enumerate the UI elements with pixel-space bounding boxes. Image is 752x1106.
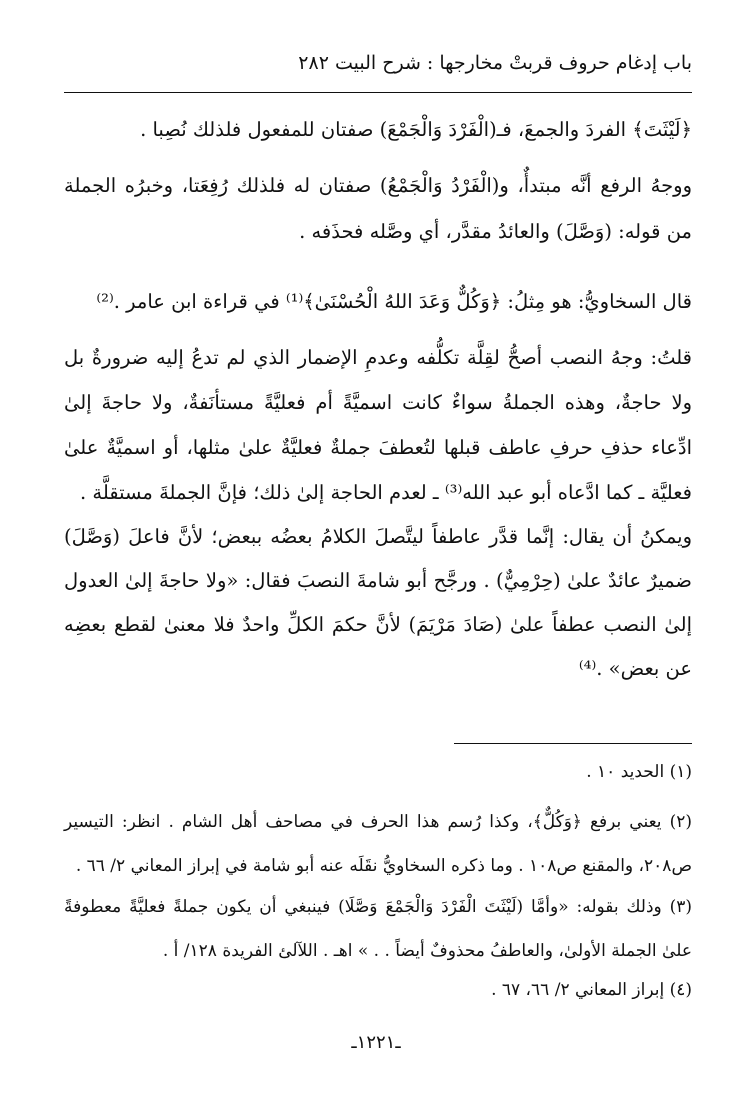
paragraph-4: قلتُ: وجهُ النصب أصحُّ لقِلَّة تكلُّفه وعدمِ الإضمار الذي لم تدعُ إليه ضرورةٌ بل ولا حاجةٌ، وهذه الجملةُ سواءٌ كانت اسميَّةً أم فعليَّةً مستأنَفةٌ، ولا حاجةَ إلىٰ ادِّعاء حذفِ حرفِ عاطف قبلها لتُعطفَ جملةٌ فعليَّةٌ علىٰ مثلها، أو اسميَّةٌ علىٰ فعليَّة ـ كما ادَّعاه أبو عبد الله⁽³⁾ ـ لعدم الحاجة إلىٰ ذلك؛ فإنَّ الجملةَ مستقلَّة .	[64, 346, 692, 504]
paragraph-1: ﴿لَيْثَتَ﴾ الفردَ والجمعَ، فـ(الْفَرْدَ وَالْجَمْعَ) صفتان للمفعول فلذلك نُصِبا .	[140, 118, 692, 141]
paragraph-5: ويمكنُ أن يقال: إنَّما قدَّر عاطفاً ليتَّصلَ الكلامُ بعضُه ببعض؛ لأنَّ فاعلَ (وَصَّلَ) ضميرٌ عائدٌ علىٰ (حِرْمِيٌّ) . ورجَّح أبو شامةَ النصبَ فقال: «ولا حاجةَ إلىٰ العدول إلىٰ النصب عطفاً علىٰ (صَادَ مَرْيَمَ) لأنَّ حكمَ الكلِّ واحدٌ فلا معنىٰ لقطع بعضِه عن بعض» .⁽⁴⁾	[64, 525, 692, 680]
footnote-4: (٤) إبراز المعاني ٢/ ٦٦، ٦٧ .	[491, 980, 692, 1000]
header-rule	[64, 92, 692, 93]
footnote-3: (٣) وذلك بقوله: «وأمَّا (لَيْثَتَ الْفَرْدَ وَالْجَمْعَ وَصَّلَا) فينبغي أن يكون جملةً فعليَّةً معطوفةً علىٰ الجملة الأولىٰ، والعاطفُ محذوفٌ أيضاً . . » اهـ . اللآلئ الفريدة ١٢٨/ أ .	[64, 897, 692, 961]
page-number: ـ١٢٢١ـ	[351, 1032, 401, 1053]
footnote-2: (٢) يعني برفع ﴿وَكُلٌّ﴾، وكذا رُسم هذا الحرف في مصاحف أهل الشام . انظر: التيسير ص٢٠٨، والمقنع ص١٠٨ . وما ذكره السخاويُّ نقَلَه عنه أبو شامة في إبراز المعاني ٢/ ٦٦ .	[64, 812, 692, 876]
footnote-1: (١) الحديد ١٠ .	[586, 762, 692, 782]
footnote-separator	[454, 743, 692, 744]
running-header: باب إدغام حروف قربتْ مخارجها : شرح البيت ٢٨٢	[298, 52, 692, 74]
paragraph-2: ووجهُ الرفع أنَّه مبتدأٌ، و(الْفَرْدُ وَالْجَمْعُ) صفتان له فلذلك رُفِعَتا، وخبرُه الجملة من قوله: (وَصَّلَ) والعائدُ مقدَّر، أي وصَّله فحذَفه .	[64, 174, 692, 243]
paragraph-3: قال السخاويُّ: هو مِثلُ: ﴿وَكُلٌّ وَعَدَ اللهُ الْحُسْنَىٰ﴾⁽¹⁾ في قراءة ابن عامر .⁽²⁾	[96, 290, 692, 313]
